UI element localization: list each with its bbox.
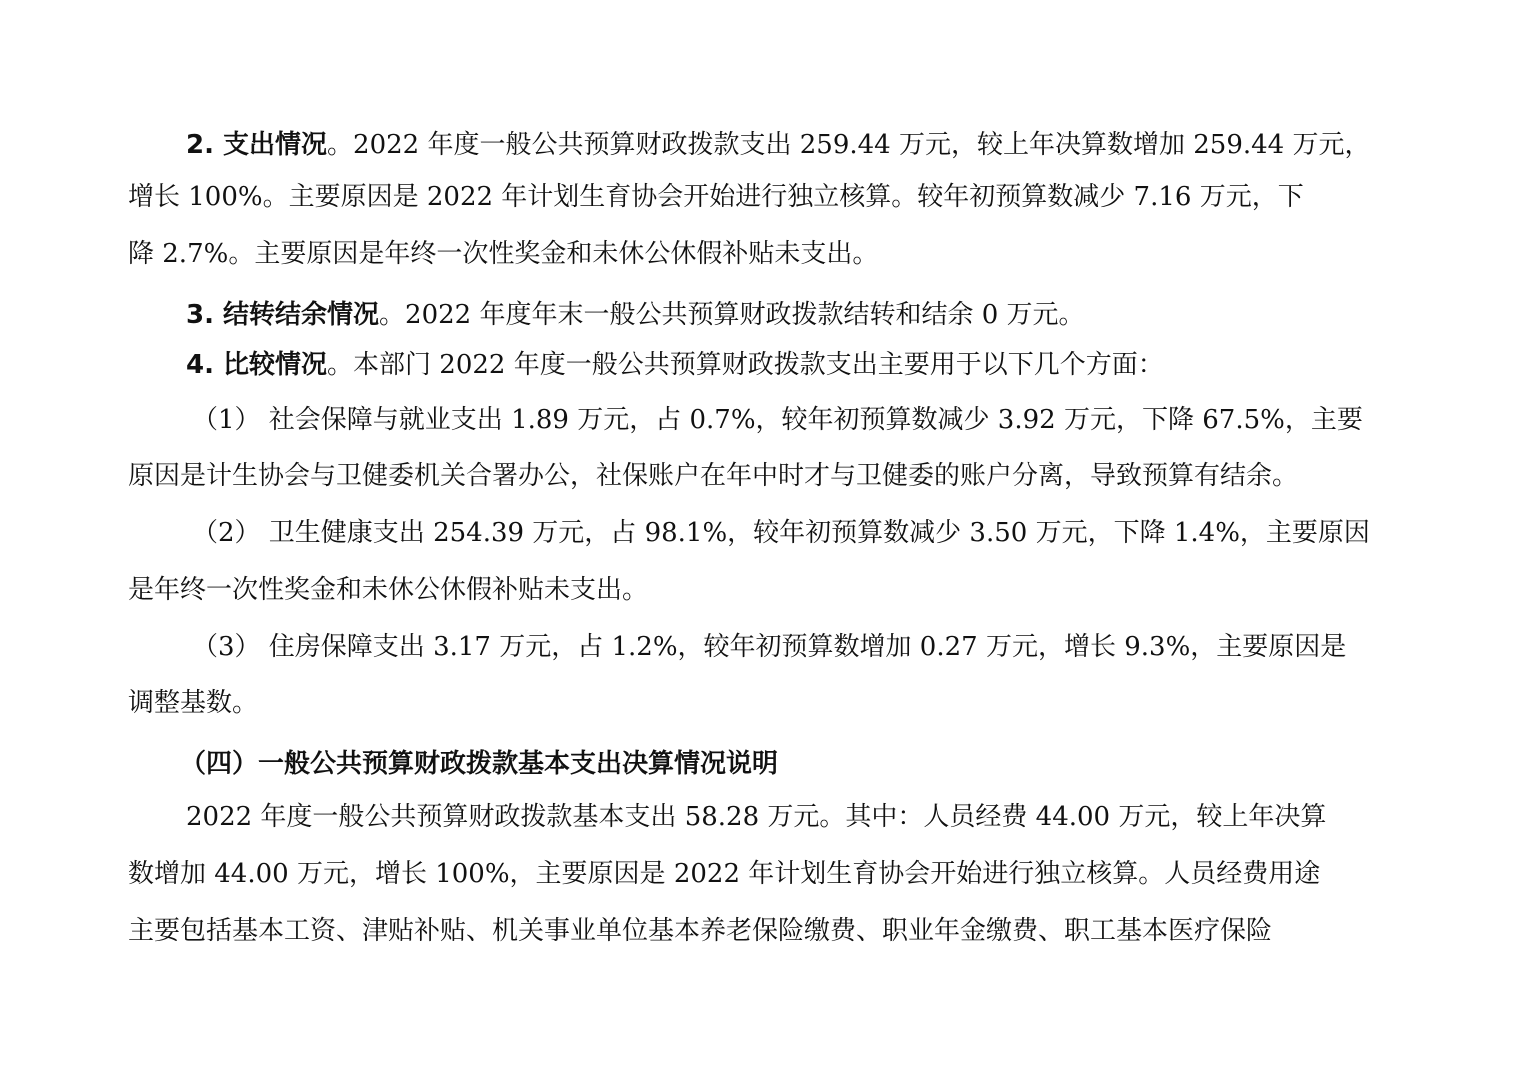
paragraph-expenditure-line2: 增长 100%。主要原因是 2022 年计划生育协会开始进行独立核算。较年初预算数减少 7.16 万元，下: [128, 182, 1304, 212]
heading-carryover: 3. 结转结余情况: [186, 300, 380, 330]
section-heading: （四）一般公共预算财政拨款基本支出决算情况说明: [180, 749, 779, 779]
text-expenditure-1: 。2022 年度一般公共预算财政拨款支出 259.44 万元，较上年决算数增加 259.44 万元，: [327, 130, 1371, 160]
item-social-security-line1: （1） 社会保障与就业支出 1.89 万元，占 0.7%，较年初预算数减少 3.92 万元，下降 67.5%，主要: [192, 405, 1363, 435]
heading-comparison: 4. 比较情况: [186, 350, 328, 380]
item-housing-line2: 调整基数。: [128, 688, 259, 718]
paragraph-basic-expenditure-line2: 数增加 44.00 万元，增长 100%，主要原因是 2022 年计划生育协会开始进行独立核算。人员经费用途: [128, 859, 1321, 889]
item-health-line1: （2） 卫生健康支出 254.39 万元，占 98.1%，较年初预算数减少 3.50 万元，下降 1.4%，主要原因: [192, 518, 1370, 548]
paragraph-comparison-line1: [186, 348, 1164, 382]
text-comparison-1: 。本部门 2022 年度一般公共预算财政拨款支出主要用于以下几个方面：: [327, 350, 1164, 380]
item-social-security-line2: 原因是计生协会与卫健委机关合署办公，社保账户在年中时才与卫健委的账户分离，导致预算有结余。: [128, 461, 1299, 491]
item-health-line2: 是年终一次性奖金和未休公休假补贴未支出。: [128, 575, 649, 605]
paragraph-basic-expenditure-line3: 主要包括基本工资、津贴补贴、机关事业单位基本养老保险缴费、职业年金缴费、职工基本医疗保险: [128, 916, 1273, 946]
item-housing-line1: （3） 住房保障支出 3.17 万元，占 1.2%，较年初预算数增加 0.27 万元，增长 9.3%，主要原因是: [192, 632, 1347, 662]
paragraph-basic-expenditure-line1: 2022 年度一般公共预算财政拨款基本支出 58.28 万元。其中：人员经费 44.00 万元，较上年决算: [186, 802, 1327, 832]
text-carryover-1: 。2022 年度年末一般公共预算财政拨款结转和结余 0 万元。: [379, 300, 1085, 330]
heading-expenditure: 2. 支出情况: [186, 130, 328, 160]
paragraph-expenditure-line3: 降 2.7%。主要原因是年终一次性奖金和未休公休假补贴未支出。: [128, 239, 879, 269]
paragraph-carryover-line1: [186, 298, 1085, 332]
paragraph-expenditure-line1: [186, 128, 1370, 162]
